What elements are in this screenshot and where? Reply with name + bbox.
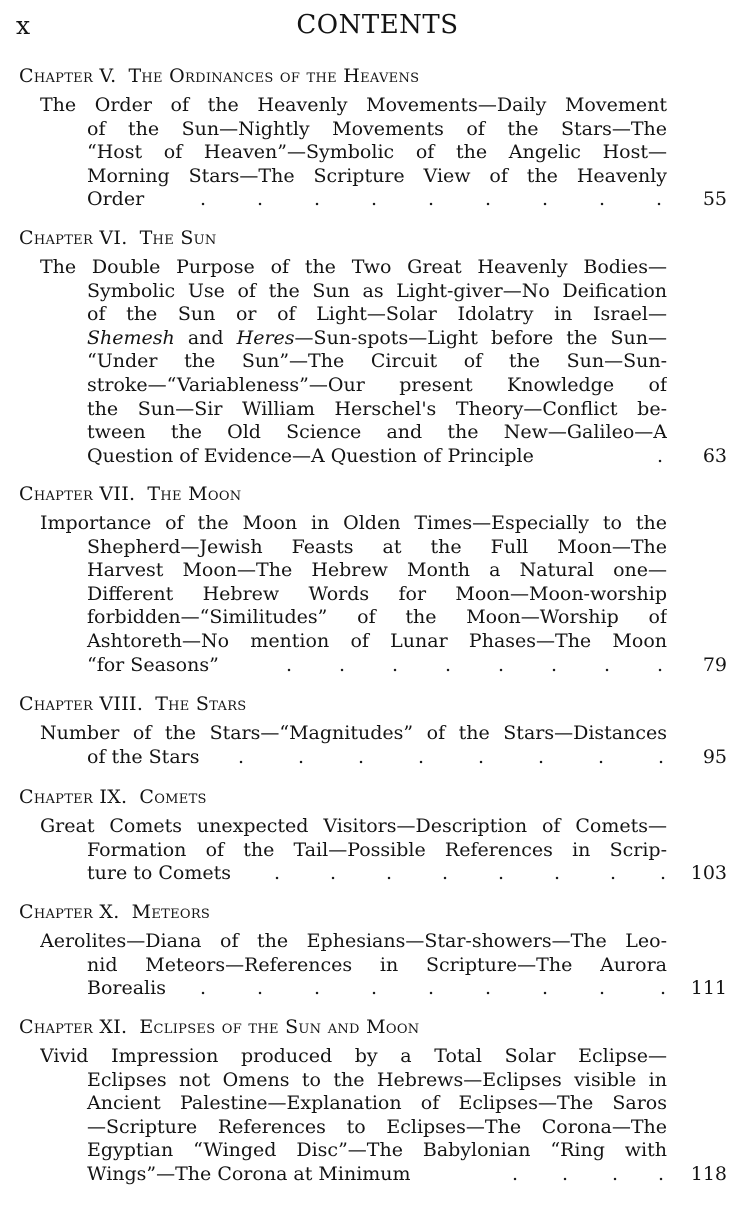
- summary-line: of the Stars: [87, 745, 200, 768]
- summary-line: of the Sun—Nightly Movements of the Stars—The: [87, 117, 667, 140]
- summary-line: Formation of the Tail—Possible References in Scrip-: [87, 838, 667, 861]
- summary-line: “Host of Heaven”—Symbolic of the Angelic Host—: [87, 141, 667, 164]
- chapter-heading: [19, 900, 210, 924]
- chapter-summary: [40, 930, 667, 1001]
- chapter-page-number: 79: [702, 653, 727, 676]
- summary-line: Egyptian “Winged Disc”—The Babylonian “Ring with: [87, 1139, 667, 1162]
- summary-line: stroke—“Variableness”—Our present Knowledge of: [87, 373, 667, 396]
- summary-line: Question of Evidence—A Question of Principle: [87, 444, 534, 467]
- chapter-heading: [19, 482, 241, 506]
- chapter-summary: [40, 512, 667, 677]
- chapter-title: Eclipses of the Sun and Moon: [139, 1016, 420, 1038]
- chapter-summary: [40, 1045, 667, 1187]
- chapter-title: Meteors: [131, 901, 211, 923]
- summary-line: The Order of the Heavenly Movements—Daily Movement: [40, 94, 667, 116]
- summary-line: Morning Stars—The Scripture View of the Heavenly: [87, 164, 667, 187]
- chapter-page-number: 111: [690, 977, 727, 1000]
- summary-line: “Under the Sun”—The Circuit of the Sun—Sun-: [87, 350, 667, 373]
- chapter-label: Chapter IX.: [19, 786, 128, 808]
- chapter-summary: [40, 94, 667, 212]
- chapter-heading: [19, 692, 247, 716]
- chapter-page-number: 95: [702, 745, 727, 768]
- summary-line: Ashtoreth—No mention of Lunar Phases—The Moon: [87, 629, 667, 652]
- summary-line: Different Hebrew Words for Moon—Moon-worship: [87, 582, 667, 605]
- chapter-label: Chapter V.: [19, 65, 117, 87]
- summary-line: The Double Purpose of the Two Great Heavenly Bodies—: [40, 256, 667, 278]
- summary-line: Vivid Impression produced by a Total Solar Eclipse—: [40, 1045, 667, 1067]
- chapter-title: Comets: [139, 786, 207, 808]
- summary-line: nid Meteors—References in Scripture—The Aurora: [87, 953, 667, 976]
- page-title: CONTENTS: [296, 10, 459, 40]
- summary-line: Order: [87, 188, 145, 211]
- chapter-heading: [19, 226, 217, 250]
- chapter-label: Chapter VIII.: [19, 693, 144, 715]
- summary-line: Aerolites—Diana of the Ephesians—Star-showers—The Leo-: [40, 930, 667, 952]
- summary-line: Wings”—The Corona at Minimum: [87, 1162, 411, 1185]
- chapter-summary: [40, 256, 667, 468]
- chapter-summary: [40, 815, 667, 886]
- summary-line: Symbolic Use of the Sun as Light-giver—No Deification: [87, 279, 667, 302]
- chapter-heading: [19, 64, 419, 88]
- summary-line: Number of the Stars—“Magnitudes” of the Stars—Distances: [40, 722, 667, 744]
- chapter-heading: [19, 1015, 419, 1039]
- summary-line: tween the Old Science and the New—Galileo—A: [87, 421, 667, 444]
- chapter-label: Chapter VI.: [19, 227, 128, 249]
- summary-line: Harvest Moon—The Hebrew Month a Natural one—: [87, 559, 667, 582]
- summary-line: “for Seasons”: [87, 653, 219, 676]
- summary-line: of the Sun or of Light—Solar Idolatry in Israel—: [87, 303, 667, 326]
- chapter-title: The Stars: [155, 693, 247, 715]
- summary-line: ture to Comets: [87, 862, 231, 885]
- summary-line: Shemesh and Heres—Sun-spots—Light before the Sun—: [87, 326, 667, 349]
- chapter-page-number: 55: [702, 188, 727, 211]
- chapter-summary: [40, 722, 667, 769]
- chapter-title: The Moon: [147, 483, 242, 505]
- chapter-title: The Ordinances of the Heavens: [128, 65, 420, 87]
- summary-line: the Sun—Sir William Herschel's Theory—Conflict be-: [87, 397, 667, 420]
- page-header: [0, 6, 755, 46]
- chapter-label: Chapter XI.: [19, 1016, 128, 1038]
- chapter-title: The Sun: [139, 227, 217, 249]
- chapter-page-number: 103: [690, 862, 727, 885]
- chapter-page-number: 63: [702, 444, 727, 467]
- chapter-label: Chapter X.: [19, 901, 120, 923]
- summary-line: Ancient Palestine—Explanation of Eclipses—The Saros: [87, 1092, 667, 1115]
- chapter-label: Chapter VII.: [19, 483, 136, 505]
- chapter-page-number: 118: [690, 1163, 727, 1185]
- summary-line: Great Comets unexpected Visitors—Description of Comets—: [40, 815, 667, 837]
- chapter-heading: [19, 785, 207, 809]
- summary-line: —Scripture References to Eclipses—The Corona—The: [87, 1115, 667, 1138]
- page-number-roman: x: [16, 11, 31, 40]
- summary-line: forbidden—“Similitudes” of the Moon—Worship of: [87, 606, 667, 629]
- summary-line: Borealis: [87, 977, 166, 1000]
- summary-line: Shepherd—Jewish Feasts at the Full Moon—The: [87, 535, 667, 558]
- summary-line: Eclipses not Omens to the Hebrews—Eclipses visible in: [87, 1068, 667, 1091]
- summary-line: Importance of the Moon in Olden Times—Especially to the: [40, 512, 667, 534]
